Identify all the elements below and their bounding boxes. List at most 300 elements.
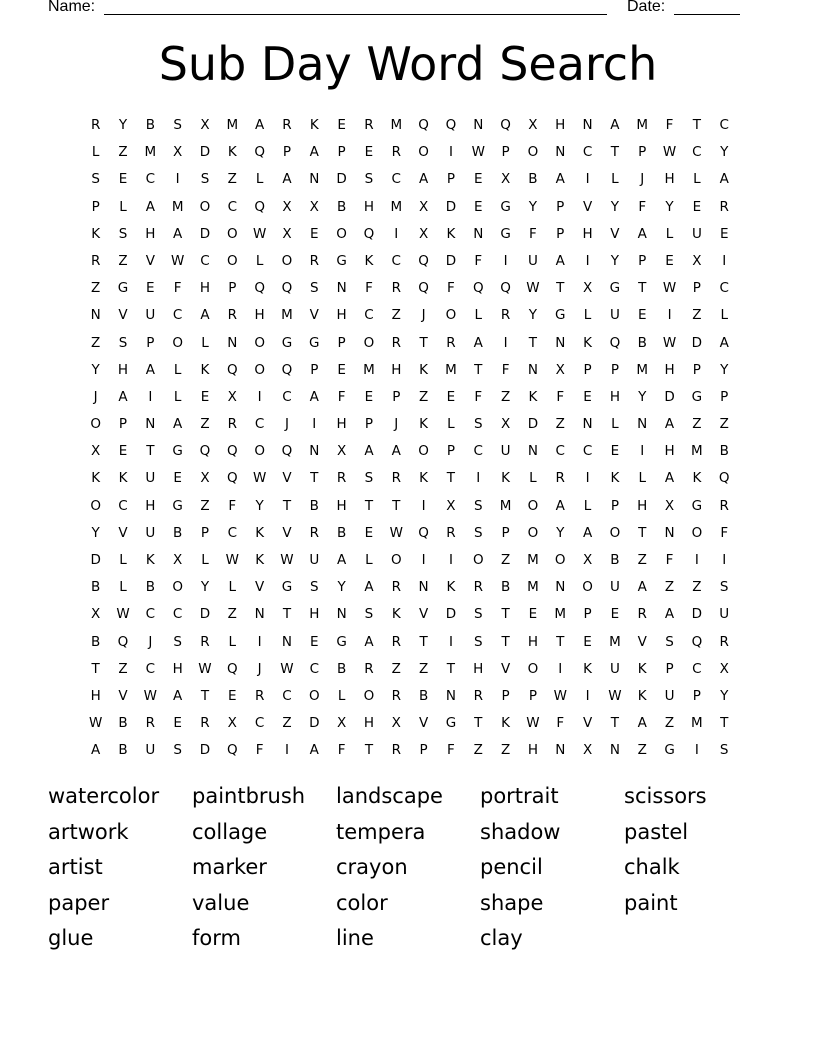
- grid-letter: U: [500, 443, 511, 460]
- grid-letter: P: [337, 144, 346, 161]
- grid-row: [82, 248, 738, 275]
- grid-letter: M: [636, 361, 649, 378]
- grid-row: [82, 302, 738, 329]
- grid-letter: P: [91, 198, 100, 215]
- grid-letter: F: [337, 388, 346, 405]
- grid-letter: W: [471, 144, 485, 161]
- grid-letter: M: [691, 715, 703, 732]
- grid-letter: H: [363, 198, 375, 215]
- grid-letter: H: [363, 715, 375, 732]
- word-list-item: shadow: [480, 819, 561, 844]
- grid-letter: V: [418, 715, 429, 732]
- grid-letter: R: [719, 633, 729, 650]
- grid-letter: H: [664, 171, 675, 188]
- grid-letter: R: [227, 416, 237, 433]
- grid-letter: N: [309, 443, 320, 460]
- grid-letter: P: [200, 524, 210, 541]
- grid-row: [82, 601, 738, 628]
- grid-letter: S: [364, 470, 374, 487]
- grid-letter: R: [90, 252, 101, 269]
- grid-letter: P: [583, 361, 592, 378]
- grid-letter: D: [199, 225, 211, 242]
- grid-letter: W: [662, 280, 677, 297]
- grid-letter: N: [582, 117, 593, 133]
- grid-letter: G: [500, 198, 511, 215]
- grid-letter: P: [392, 388, 401, 405]
- grid-letter: Z: [391, 307, 401, 324]
- grid-letter: Z: [664, 579, 675, 596]
- grid-letter: P: [583, 606, 592, 623]
- grid-letter: Q: [281, 443, 293, 460]
- grid-letter: R: [364, 117, 374, 133]
- grid-letter: T: [146, 443, 155, 460]
- grid-letter: R: [473, 687, 483, 704]
- grid-letter: I: [585, 470, 590, 487]
- grid-letter: O: [363, 334, 375, 351]
- grid-letter: P: [146, 334, 155, 351]
- grid-letter: X: [500, 416, 511, 433]
- grid-letter: O: [172, 334, 183, 351]
- grid-letter: W: [170, 252, 185, 269]
- grid-letter: N: [227, 334, 238, 351]
- grid-letter: E: [200, 388, 210, 405]
- grid-letter: Q: [117, 633, 129, 650]
- grid-letter: I: [694, 742, 699, 759]
- grid-letter: O: [527, 497, 539, 514]
- word-list-item: form: [192, 926, 241, 951]
- grid-letter: A: [610, 117, 620, 133]
- grid-letter: U: [609, 579, 620, 596]
- grid-letter: O: [527, 660, 539, 677]
- grid-row: [82, 683, 738, 710]
- grid-letter: P: [638, 252, 647, 269]
- grid-letter: J: [93, 388, 98, 405]
- grid-letter: P: [556, 225, 565, 242]
- grid-letter: S: [364, 606, 374, 623]
- grid-letter: S: [473, 416, 483, 433]
- grid-letter: Q: [254, 198, 265, 215]
- grid-letter: G: [691, 388, 703, 405]
- grid-letter: W: [526, 715, 540, 732]
- grid-letter: Y: [528, 307, 538, 324]
- grid-letter: D: [691, 606, 703, 623]
- grid-letter: T: [364, 742, 374, 759]
- grid-letter: Z: [200, 416, 210, 433]
- grid-letter: F: [365, 280, 373, 297]
- grid-letter: T: [91, 660, 100, 677]
- grid-letter: S: [173, 742, 182, 759]
- grid-letter: T: [692, 117, 701, 133]
- grid-letter: C: [118, 497, 128, 514]
- grid-letter: T: [200, 687, 210, 704]
- grid-letter: Q: [691, 633, 703, 650]
- grid-letter: L: [119, 579, 127, 596]
- date-label: Date:: [627, 0, 666, 15]
- grid-letter: U: [664, 687, 675, 704]
- grid-letter: B: [91, 633, 101, 650]
- date-blank-line[interactable]: [674, 14, 740, 15]
- grid-letter: D: [445, 198, 457, 215]
- grid-letter: C: [145, 171, 156, 188]
- grid-letter: M: [171, 198, 184, 215]
- grid-letter: J: [148, 633, 153, 650]
- grid-letter: G: [500, 225, 511, 242]
- grid-letter: Q: [363, 225, 375, 242]
- grid-letter: A: [91, 742, 101, 759]
- grid-letter: C: [391, 171, 401, 188]
- grid-letter: K: [91, 470, 101, 487]
- word-list-item: line: [336, 926, 374, 951]
- grid-letter: D: [90, 552, 101, 568]
- grid-letter: W: [280, 552, 294, 568]
- grid-letter: C: [254, 416, 265, 433]
- grid-letter: R: [555, 470, 565, 487]
- grid-letter: O: [445, 307, 457, 324]
- grid-letter: O: [336, 225, 347, 242]
- grid-letter: C: [145, 606, 156, 623]
- grid-letter: G: [309, 334, 320, 351]
- grid-letter: G: [691, 497, 703, 514]
- grid-letter: H: [555, 117, 566, 133]
- grid-letter: P: [282, 144, 292, 161]
- grid-letter: Z: [473, 742, 483, 759]
- grid-letter: X: [582, 742, 593, 759]
- grid-row: [82, 384, 738, 411]
- grid-row: [82, 139, 738, 166]
- grid-letter: X: [692, 252, 702, 269]
- grid-letter: D: [527, 416, 539, 433]
- grid-letter: C: [227, 524, 238, 541]
- grid-row: [82, 574, 738, 601]
- grid-letter: E: [364, 388, 374, 405]
- grid-letter: I: [448, 552, 453, 568]
- grid-letter: L: [447, 416, 455, 433]
- grid-letter: K: [309, 117, 319, 133]
- word-list-item: artist: [48, 855, 103, 880]
- word-list-item: landscape: [336, 784, 443, 808]
- grid-letter: B: [309, 497, 319, 514]
- grid-letter: X: [336, 443, 347, 460]
- grid-letter: W: [280, 660, 294, 677]
- grid-letter: T: [610, 144, 620, 161]
- grid-letter: Z: [692, 579, 702, 596]
- word-list-item: paintbrush: [192, 784, 306, 808]
- grid-letter: J: [421, 307, 426, 324]
- grid-row: [82, 656, 738, 683]
- grid-letter: X: [418, 225, 429, 242]
- grid-letter: U: [145, 307, 156, 324]
- grid-letter: O: [527, 144, 539, 161]
- grid-letter: L: [638, 470, 646, 487]
- grid-letter: N: [664, 524, 675, 541]
- grid-letter: Z: [500, 388, 511, 405]
- grid-letter: I: [722, 252, 727, 269]
- grid-letter: A: [664, 606, 675, 623]
- grid-letter: H: [473, 660, 484, 677]
- grid-letter: Y: [91, 524, 100, 541]
- grid-letter: N: [145, 416, 156, 433]
- grid-letter: W: [252, 470, 267, 487]
- page-title: Sub Day Word Search: [158, 37, 658, 91]
- grid-letter: P: [501, 144, 510, 161]
- grid-letter: H: [527, 742, 538, 759]
- grid-letter: S: [173, 633, 182, 650]
- grid-letter: L: [611, 171, 619, 188]
- grid-letter: O: [609, 524, 621, 541]
- grid-letter: X: [391, 715, 401, 732]
- grid-letter: P: [446, 171, 455, 188]
- grid-letter: M: [499, 497, 512, 514]
- grid-letter: C: [473, 443, 483, 460]
- grid-letter: H: [145, 225, 156, 242]
- grid-letter: C: [555, 443, 565, 460]
- grid-letter: Y: [665, 198, 674, 215]
- word-list-item: tempera: [336, 819, 426, 844]
- grid-letter: B: [145, 117, 155, 133]
- grid-row: [82, 520, 738, 547]
- grid-letter: O: [226, 225, 238, 242]
- grid-letter: E: [364, 524, 374, 541]
- grid-letter: K: [637, 687, 647, 704]
- grid-letter: R: [391, 470, 401, 487]
- grid-letter: I: [421, 497, 426, 514]
- grid-letter: P: [446, 443, 455, 460]
- word-list-item: paper: [48, 890, 110, 915]
- grid-letter: T: [419, 633, 428, 650]
- grid-letter: F: [665, 117, 674, 133]
- grid-letter: N: [527, 361, 538, 378]
- grid-letter: W: [526, 280, 540, 297]
- word-list-item: clay: [480, 926, 523, 951]
- grid-letter: Z: [200, 497, 210, 514]
- grid-letter: V: [118, 687, 128, 704]
- grid-letter: G: [117, 280, 129, 297]
- grid-letter: M: [691, 443, 703, 460]
- grid-letter: O: [281, 252, 293, 269]
- grid-letter: C: [309, 660, 319, 677]
- grid-letter: H: [664, 361, 675, 378]
- grid-letter: V: [500, 660, 511, 677]
- grid-letter: S: [118, 334, 128, 351]
- grid-letter: E: [583, 388, 592, 405]
- grid-letter: O: [390, 552, 402, 568]
- grid-letter: A: [719, 171, 729, 188]
- grid-letter: R: [336, 470, 347, 487]
- grid-letter: Z: [692, 416, 702, 433]
- grid-letter: O: [554, 552, 566, 568]
- grid-letter: N: [336, 606, 347, 623]
- grid-letter: A: [309, 144, 319, 161]
- grid-letter: E: [173, 470, 182, 487]
- grid-letter: S: [364, 171, 374, 188]
- grid-letter: A: [637, 225, 647, 242]
- grid-letter: N: [281, 633, 293, 650]
- grid-letter: Y: [610, 252, 620, 269]
- grid-letter: Y: [720, 361, 729, 378]
- grid-letter: U: [527, 252, 538, 269]
- grid-letter: T: [419, 334, 428, 351]
- grid-letter: D: [199, 606, 211, 623]
- grid-letter: K: [145, 552, 155, 568]
- grid-letter: M: [226, 117, 239, 133]
- grid-letter: D: [336, 171, 347, 188]
- grid-letter: L: [529, 470, 537, 487]
- grid-letter: W: [662, 144, 677, 161]
- name-label: Name:: [48, 0, 96, 15]
- grid-letter: Q: [500, 280, 511, 297]
- grid-letter: Y: [720, 144, 729, 161]
- grid-letter: R: [473, 579, 483, 596]
- grid-letter: Y: [118, 117, 128, 133]
- grid-letter: L: [255, 252, 264, 269]
- grid-letter: T: [474, 715, 483, 732]
- grid-letter: Q: [281, 361, 293, 378]
- grid-letter: I: [284, 742, 289, 759]
- header: [48, 0, 748, 18]
- grid-letter: K: [501, 715, 511, 732]
- grid-letter: R: [719, 198, 729, 215]
- grid-letter: S: [91, 171, 100, 188]
- grid-letter: R: [90, 117, 101, 133]
- grid-letter: P: [610, 361, 619, 378]
- grid-letter: H: [527, 633, 538, 650]
- grid-letter: K: [637, 660, 647, 677]
- grid-letter: M: [390, 198, 403, 215]
- word-list-item: portrait: [480, 784, 559, 808]
- grid-letter: H: [254, 307, 265, 324]
- grid-letter: B: [719, 443, 729, 460]
- grid-letter: E: [310, 633, 319, 650]
- grid-letter: R: [446, 334, 456, 351]
- grid-row: [82, 547, 738, 574]
- grid-row: [82, 357, 738, 384]
- grid-letter: X: [282, 198, 292, 215]
- grid-letter: U: [609, 307, 620, 324]
- grid-letter: Q: [281, 280, 293, 297]
- grid-letter: N: [473, 225, 484, 242]
- grid-letter: Z: [91, 280, 101, 297]
- grid-letter: K: [118, 470, 128, 487]
- grid-letter: R: [227, 307, 237, 324]
- grid-letter: O: [418, 443, 429, 460]
- grid-letter: I: [667, 307, 672, 324]
- grid-letter: E: [665, 252, 674, 269]
- grid-letter: S: [473, 633, 483, 650]
- grid-letter: F: [720, 524, 729, 541]
- grid-row: [82, 411, 738, 438]
- grid-letter: K: [610, 470, 620, 487]
- grid-letter: O: [527, 524, 539, 541]
- grid-letter: A: [555, 497, 565, 514]
- grid-letter: R: [200, 715, 210, 732]
- word-list-item: pastel: [624, 819, 689, 844]
- grid-letter: M: [445, 361, 457, 378]
- grid-letter: P: [556, 198, 565, 215]
- grid-letter: M: [527, 579, 539, 596]
- grid-letter: K: [446, 225, 456, 242]
- grid-letter: Q: [226, 660, 238, 677]
- grid-letter: Q: [500, 117, 511, 133]
- name-blank-line[interactable]: [104, 14, 607, 15]
- grid-letter: X: [446, 497, 456, 514]
- grid-letter: U: [145, 524, 156, 541]
- grid-letter: G: [664, 742, 675, 759]
- grid-letter: A: [418, 171, 429, 188]
- grid-letter: B: [336, 198, 347, 215]
- grid-letter: R: [391, 579, 401, 596]
- grid-row: [82, 465, 738, 492]
- grid-letter: X: [200, 117, 210, 133]
- grid-letter: E: [692, 198, 702, 215]
- grid-letter: E: [473, 171, 483, 188]
- grid-letter: G: [281, 334, 293, 351]
- grid-letter: R: [200, 633, 210, 650]
- grid-letter: A: [173, 687, 183, 704]
- grid-letter: S: [665, 633, 674, 650]
- grid-letter: N: [309, 171, 320, 188]
- grid-letter: K: [419, 416, 429, 433]
- grid-letter: Z: [500, 742, 511, 759]
- grid-letter: J: [394, 416, 399, 433]
- grid-letter: N: [555, 334, 566, 351]
- grid-letter: I: [175, 171, 180, 188]
- grid-letter: O: [254, 334, 265, 351]
- grid-letter: C: [172, 307, 183, 324]
- grid-letter: L: [255, 171, 264, 188]
- grid-letter: P: [665, 660, 674, 677]
- grid-letter: I: [312, 416, 317, 433]
- grid-letter: Z: [664, 715, 675, 732]
- word-list-item: collage: [192, 819, 268, 844]
- grid-letter: E: [719, 225, 729, 242]
- grid-letter: A: [309, 742, 319, 759]
- grid-letter: M: [363, 361, 375, 378]
- grid-letter: I: [640, 443, 645, 460]
- grid-letter: X: [528, 117, 538, 133]
- grid-letter: F: [474, 388, 483, 405]
- grid-letter: A: [282, 171, 292, 188]
- grid-letter: F: [337, 742, 346, 759]
- grid-letter: J: [284, 416, 289, 433]
- grid-letter: Q: [254, 280, 265, 297]
- grid-letter: N: [473, 117, 484, 133]
- grid-letter: R: [719, 497, 729, 514]
- grid-letter: A: [637, 715, 647, 732]
- grid-letter: J: [640, 171, 645, 188]
- grid-letter: Z: [719, 416, 729, 433]
- grid-letter: B: [145, 579, 155, 596]
- grid-letter: V: [255, 579, 265, 596]
- grid-letter: D: [199, 144, 211, 161]
- grid-letter: I: [448, 633, 453, 650]
- grid-letter: W: [225, 552, 239, 568]
- grid-letter: S: [473, 497, 483, 514]
- grid-letter: X: [173, 144, 183, 161]
- grid-letter: P: [638, 144, 647, 161]
- grid-letter: U: [691, 225, 702, 242]
- grid-letter: B: [91, 579, 101, 596]
- grid-row: [82, 438, 738, 465]
- grid-letter: C: [582, 144, 593, 161]
- grid-letter: A: [664, 416, 675, 433]
- grid-letter: H: [391, 361, 402, 378]
- grid-letter: Q: [226, 742, 238, 759]
- grid-letter: I: [421, 552, 426, 568]
- grid-letter: L: [665, 225, 674, 242]
- grid-letter: E: [610, 606, 620, 623]
- grid-letter: R: [309, 524, 319, 541]
- grid-letter: C: [172, 606, 183, 623]
